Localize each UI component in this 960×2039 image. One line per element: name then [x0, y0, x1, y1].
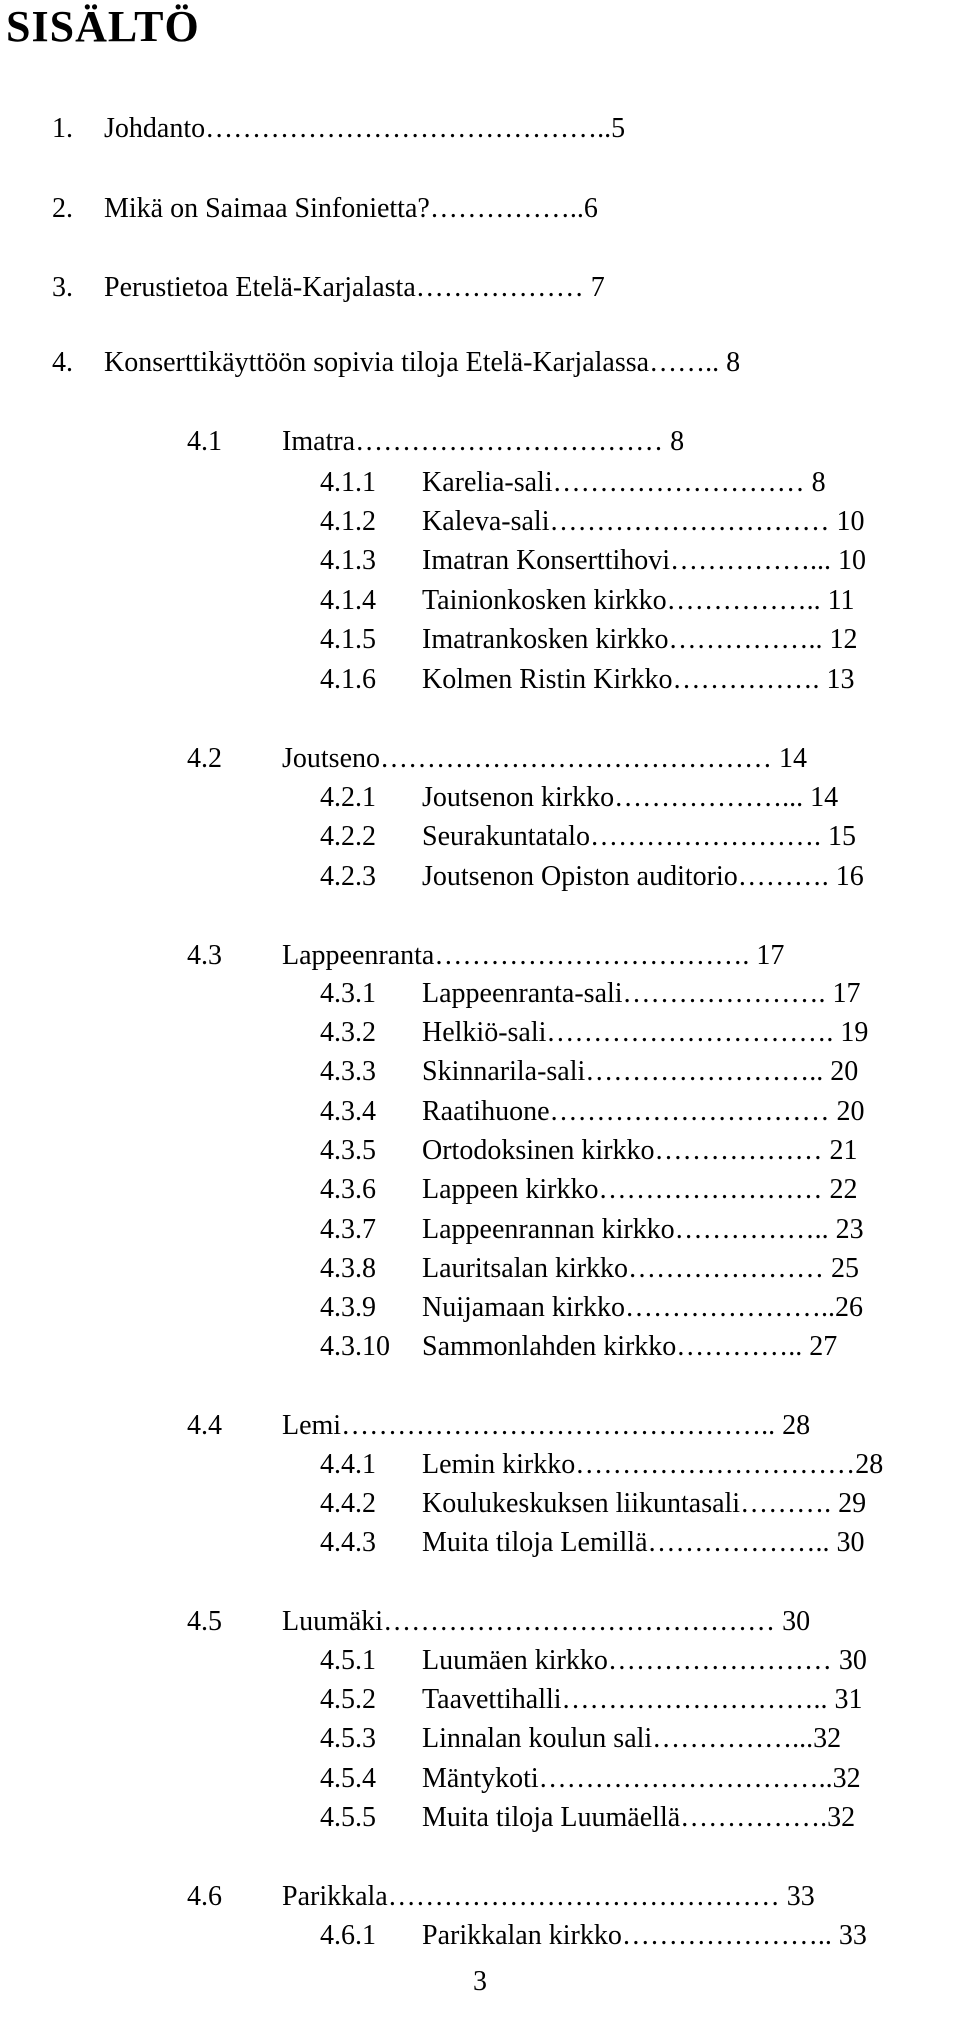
- toc-number: 4.3: [187, 940, 222, 971]
- toc-number: 4.5.4: [320, 1763, 376, 1794]
- toc-label: Mikä on Saimaa Sinfonietta?……………..6: [104, 193, 598, 224]
- page-number: 3: [473, 1966, 487, 1997]
- toc-number: 4.1: [187, 426, 222, 457]
- toc-number: 4.5.5: [320, 1802, 376, 1833]
- toc-label: Tainionkosken kirkko…………….. 11: [422, 585, 855, 616]
- toc-label: Ortodoksinen kirkko……………… 21: [422, 1135, 858, 1166]
- toc-label: Lappeenranta-sali…………………. 17: [422, 978, 861, 1009]
- toc-label: Raatihuone………………………… 20: [422, 1096, 865, 1127]
- toc-label: Helkiö-sali…………………………. 19: [422, 1017, 869, 1048]
- toc-number: 4.4: [187, 1410, 222, 1441]
- toc-number: 2.: [52, 193, 73, 224]
- toc-label: Lemin kirkko…………………………28: [422, 1449, 884, 1480]
- toc-label: Lappeenranta……………………………. 17: [282, 940, 785, 971]
- toc-label: Imatra…………………………… 8: [282, 426, 685, 457]
- toc-number: 3.: [52, 272, 73, 303]
- toc-label: Joutsenon kirkko………………... 14: [422, 782, 839, 813]
- toc-label: Karelia-sali……………………… 8: [422, 467, 826, 498]
- toc-label: Parikkala…………………………………… 33: [282, 1881, 815, 1912]
- toc-number: 4.3.3: [320, 1056, 376, 1087]
- page-title: SISÄLTÖ: [6, 2, 200, 51]
- toc-label: Joutsenon Opiston auditorio………. 16: [422, 861, 864, 892]
- toc-label: Sammonlahden kirkko………….. 27: [422, 1331, 838, 1362]
- toc-number: 4.6: [187, 1881, 222, 1912]
- toc-number: 4.4.2: [320, 1488, 376, 1519]
- toc-label: Nuijamaan kirkko…………………..26: [422, 1292, 863, 1323]
- toc-label: Seurakuntatalo……………………. 15: [422, 821, 856, 852]
- toc-number: 4.3.2: [320, 1017, 376, 1048]
- toc-number: 4.3.6: [320, 1174, 376, 1205]
- toc-label: Luumäki…………………………………… 30: [282, 1606, 811, 1637]
- toc-number: 4.5.3: [320, 1723, 376, 1754]
- toc-number: 4.3.8: [320, 1253, 376, 1284]
- toc-label: Muita tiloja Luumäellä…………….32: [422, 1802, 856, 1833]
- toc-number: 4.2.3: [320, 861, 376, 892]
- toc-label: Kolmen Ristin Kirkko……………. 13: [422, 664, 855, 695]
- toc-number: 4.3.1: [320, 978, 376, 1009]
- toc-number: 4.5.1: [320, 1645, 376, 1676]
- toc-number: 4.4.1: [320, 1449, 376, 1480]
- toc-number: 4.1.4: [320, 585, 376, 616]
- toc-number: 4.5: [187, 1606, 222, 1637]
- toc-number: 4.: [52, 347, 73, 378]
- toc-label: Parikkalan kirkko………………….. 33: [422, 1920, 867, 1951]
- toc-number: 4.1.5: [320, 624, 376, 655]
- toc-number: 4.3.7: [320, 1214, 376, 1245]
- toc-label: Muita tiloja Lemillä……………….. 30: [422, 1527, 865, 1558]
- toc-label: Luumäen kirkko…………………… 30: [422, 1645, 867, 1676]
- toc-number: 4.3.10: [320, 1331, 390, 1362]
- toc-number: 1.: [52, 113, 73, 144]
- toc-number: 4.1.3: [320, 545, 376, 576]
- toc-label: Koulukeskuksen liikuntasali………. 29: [422, 1488, 867, 1519]
- toc-label: Kaleva-sali………………………… 10: [422, 506, 865, 537]
- toc-label: Mäntykoti…………………………..32: [422, 1763, 861, 1794]
- toc-number: 4.5.2: [320, 1684, 376, 1715]
- toc-number: 4.2.2: [320, 821, 376, 852]
- toc-label: Konserttikäyttöön sopivia tiloja Etelä-Karjalassa…….. 8: [104, 347, 741, 378]
- toc-number: 4.1.6: [320, 664, 376, 695]
- toc-label: Perustietoa Etelä-Karjalasta……………… 7: [104, 272, 605, 303]
- toc-label: Skinnarila-sali…………………….. 20: [422, 1056, 859, 1087]
- toc-label: Imatran Konserttihovi……………... 10: [422, 545, 867, 576]
- toc-number: 4.2.1: [320, 782, 376, 813]
- toc-number: 4.2: [187, 743, 222, 774]
- toc-label: Taavettihalli……………………….. 31: [422, 1684, 863, 1715]
- toc-label: Imatrankosken kirkko…………….. 12: [422, 624, 858, 655]
- toc-label: Lemi……………………………………….. 28: [282, 1410, 811, 1441]
- toc-label: Lappeen kirkko…………………… 22: [422, 1174, 858, 1205]
- toc-label: Joutseno…………………………………… 14: [282, 743, 807, 774]
- toc-number: 4.1.2: [320, 506, 376, 537]
- toc-number: 4.1.1: [320, 467, 376, 498]
- toc-number: 4.6.1: [320, 1920, 376, 1951]
- toc-label: Johdanto……………………………………..5: [104, 113, 626, 144]
- toc-number: 4.3.5: [320, 1135, 376, 1166]
- toc-number: 4.3.4: [320, 1096, 376, 1127]
- toc-label: Lauritsalan kirkko………………… 25: [422, 1253, 860, 1284]
- toc-number: 4.4.3: [320, 1527, 376, 1558]
- toc-label: Linnalan koulun sali……………...32: [422, 1723, 842, 1754]
- toc-label: Lappeenrannan kirkko…………….. 23: [422, 1214, 864, 1245]
- toc-number: 4.3.9: [320, 1292, 376, 1323]
